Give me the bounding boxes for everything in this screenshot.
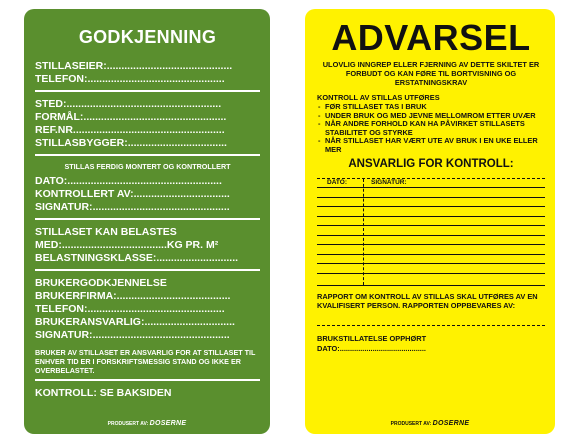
- warning-title: ADVARSEL: [331, 17, 531, 58]
- table-row: [317, 179, 545, 189]
- table-row: [317, 255, 545, 265]
- table-row: [317, 188, 545, 198]
- table-row: [317, 245, 545, 255]
- log-date-header: DATO:: [327, 178, 347, 186]
- producer-footer: PRODUSERT AV: DOSERNE: [107, 420, 187, 427]
- divider: [35, 90, 260, 92]
- log-column-divider: [363, 179, 364, 285]
- divider: [35, 269, 260, 271]
- control-list: [317, 103, 545, 155]
- user-signature-row: SIGNATUR:...............................................: [35, 329, 230, 341]
- purpose-row: FORMÅL:.................................................: [35, 111, 227, 123]
- warning-intro: ULOVLIG INNGREP ELLER FJERNING AV DETTE SKILTET ER FORBUDT OG KAN FØRE TIL BORTVISNING OG ERSTATNINGSKRAV: [322, 60, 540, 87]
- table-row: [317, 207, 545, 217]
- place-row: STED:.....................................................: [35, 98, 222, 110]
- control-reference: KONTROLL: SE BAKSIDEN: [35, 387, 172, 399]
- approval-card: [24, 9, 270, 434]
- approval-title: GODKJENNING: [78, 27, 217, 47]
- list-item: - NÅR STILLASET HAR VÆRT UTE AV BRUK I EN UKE ELLER MER: [317, 137, 545, 154]
- user-company-row: BRUKERFIRMA:.......................................: [35, 290, 231, 302]
- permit-revoked-date-row: DATO:..........................................: [317, 343, 426, 353]
- table-row: [317, 198, 545, 208]
- date-row: DATO:.....................................................: [35, 175, 222, 187]
- list-item: - NÅR ANDRE FORHOLD KAN HA PÅVIRKET STILLASETS STABILITET OG STYRKE: [317, 120, 545, 137]
- user-notice: BRUKER AV STILLASET ER ANSVARLIG FOR AT STILLASET TIL ENHVER TID ER I FORSKRIFTSMESSIG STAND OG IKKE ER OVERBELASTET.: [35, 348, 256, 375]
- list-item: - FØR STILLASET TAS I BRUK: [317, 103, 545, 112]
- owner-row: STILLASEIER:...........................................: [35, 60, 233, 72]
- log-signature-header: SIGNATUR:: [371, 178, 407, 186]
- table-row: [317, 236, 545, 246]
- table-row: [317, 274, 545, 284]
- user-responsible-row: BRUKERANSVARLIG:...............................: [35, 316, 235, 328]
- warning-card: [305, 9, 555, 434]
- signature-row: SIGNATUR:...............................................: [35, 201, 230, 213]
- controlled-by-row: KONTROLLERT AV:.................................: [35, 188, 230, 200]
- report-text: RAPPORT OM KONTROLL AV STILLAS SKAL UTFØRES AV EN KVALIFISERT PERSON. RAPPORTEN OPPBEVARES AV:: [317, 291, 538, 311]
- user-phone-row: TELEFON:...............................................: [35, 303, 225, 315]
- user-approval-header: BRUKERGODKJENNELSE: [35, 277, 167, 289]
- table-row: [317, 264, 545, 274]
- producer-logo: DOSERNE: [432, 420, 470, 427]
- divider: [35, 218, 260, 220]
- montage-header: STILLAS FERDIG MONTERT OG KONTROLLERT: [64, 162, 231, 171]
- producer-footer: PRODUSERT AV: DOSERNE: [390, 420, 470, 427]
- divider: [35, 154, 260, 156]
- control-log-table: [317, 178, 545, 286]
- table-row: [317, 217, 545, 227]
- load-class-row: BELASTNINGSKLASSE:............................: [35, 252, 239, 264]
- divider: [35, 379, 260, 381]
- responsible-heading: ANSVARLIG FOR KONTROLL:: [348, 157, 514, 170]
- permit-revoked-label: BRUKSTILLATELSE OPPHØRT: [317, 333, 427, 343]
- builder-row: STILLASBYGGER:..................................: [35, 137, 227, 149]
- owner-phone-row: TELEFON:...............................................: [35, 73, 225, 85]
- load-header: STILLASET KAN BELASTES: [35, 226, 177, 238]
- table-row: [317, 226, 545, 236]
- producer-logo: DOSERNE: [149, 420, 187, 427]
- ref-row: REF.NR....................................................: [35, 124, 225, 136]
- load-row: MED:....................................KG PR. M²: [35, 239, 219, 251]
- report-keeper-line: [317, 315, 545, 326]
- list-item: - UNDER BRUK OG MED JEVNE MELLOMROM ETTER UVÆR: [317, 112, 545, 121]
- control-header: KONTROLL AV STILLAS UTFØRES: [317, 93, 440, 102]
